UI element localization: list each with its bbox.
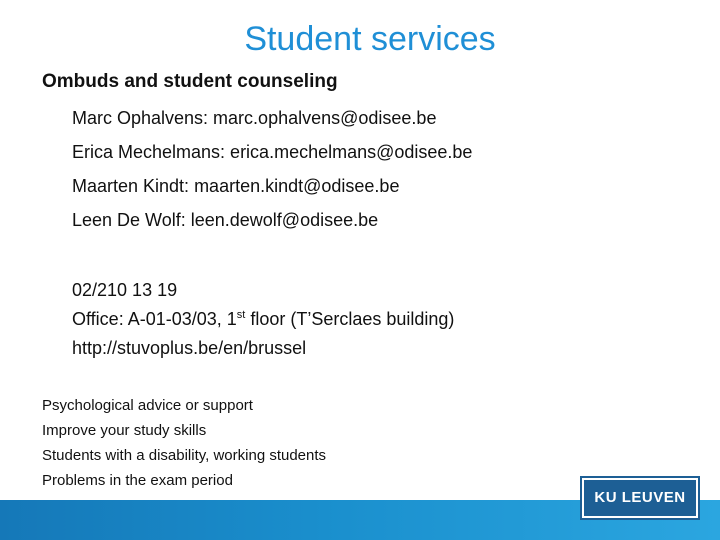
contact-list bbox=[72, 106, 472, 242]
page-title: Student services bbox=[244, 20, 496, 58]
topic-item: Students with a disability, working students bbox=[42, 447, 327, 464]
topic-list bbox=[42, 396, 326, 496]
topic-item: Psychological advice or support bbox=[42, 397, 253, 414]
office-location bbox=[72, 307, 454, 336]
contact-item: Maarten Kindt: maarten.kindt@odisee.be bbox=[72, 176, 400, 196]
contact-item: Leen De Wolf: leen.dewolf@odisee.be bbox=[72, 210, 379, 230]
contact-item: Marc Ophalvens: marc.ophalvens@odisee.be bbox=[72, 108, 437, 128]
ku-leuven-logo bbox=[580, 476, 700, 520]
website-url: http://stuvoplus.be/en/brussel bbox=[72, 338, 307, 358]
topic-item: Improve your study skills bbox=[42, 422, 207, 439]
phone-number: 02/210 13 19 bbox=[72, 280, 178, 300]
office-superscript: st bbox=[236, 309, 246, 321]
topic-item: Problems in the exam period bbox=[42, 472, 233, 489]
logo-text: KU LEUVEN bbox=[584, 480, 696, 516]
office-suffix: floor (T’Serclaes building) bbox=[245, 309, 455, 329]
info-list bbox=[72, 278, 454, 365]
contact-item: Erica Mechelmans: erica.mechelmans@odisee.be bbox=[72, 142, 473, 162]
section-heading: Ombuds and student counseling bbox=[42, 71, 338, 92]
office-prefix: Office: A-01-03/03, 1 bbox=[72, 309, 237, 329]
